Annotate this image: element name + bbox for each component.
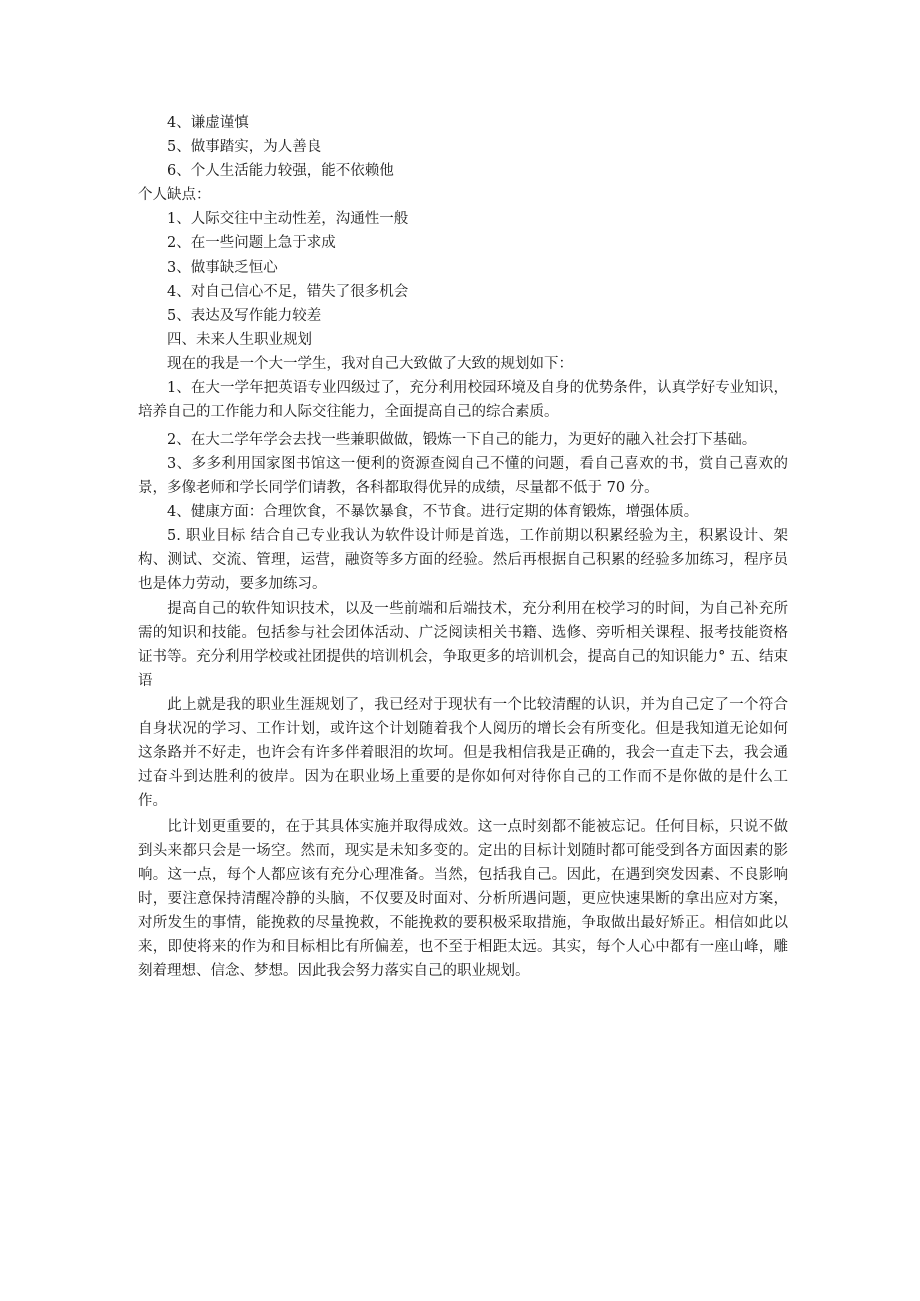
strength-item-6: 6、个人生活能力较强，能不依赖他 <box>167 163 394 179</box>
plan-item-3: 3、多多利用国家图书馆这一便利的资源查阅自己不懂的问题，看自己喜欢的书，赏自己喜欢的景，多像老师和学长同学们请教，各科都取得优异的成绩，尽量都不低于 70 分。 <box>138 456 788 496</box>
weakness-item-5: 5、表达及写作能力较差 <box>167 308 322 324</box>
weakness-item-3: 3、做事缺乏恒心 <box>167 260 278 276</box>
weakness-item-2: 2、在一些问题上急于求成 <box>167 235 336 251</box>
plan-item-5: 5. 职业目标 结合自己专业我认为软件设计师是首选，工作前期以积累经验为主，积累设计、架构、测试、交流、管理，运营，融资等多方面的经验。然后再根据自己积累的经验多加练习，程序员也是体力劳动，要多加练习。 <box>138 528 788 592</box>
conclusion-paragraph-1: 此上就是我的职业生涯规划了，我已经对于现状有一个比较清醒的认识，并为自己定了一个符合自身状况的学习、工作计划，或许这个计划随着我个人阅历的增长会有所变化。但是我知道无论如何这条路并不好走，也许会有许多伴着眼泪的坎坷。但是我相信我是正确的，我会一直走下去，我会通过奋斗到达胜利的彼岸。因为在职业场上重要的是你如何对待你自己的工作而不是你做的是什么工作。 <box>138 697 788 809</box>
weakness-item-1: 1、人际交往中主动性差，沟通性一般 <box>167 211 409 227</box>
strength-item-4: 4、谦虚谨慎 <box>167 115 249 131</box>
plan-item-4: 4、健康方面：合理饮食，不暴饮暴食，不节食。进行定期的体育锻炼，增强体质。 <box>167 504 699 520</box>
conclusion-paragraph-2: 比计划更重要的，在于其具体实施并取得成效。这一点时刻都不能被忘记。任何目标，只说不做到头来都只会是一场空。然而，现实是未知多变的。定出的目标计划随时都可能受到各方面因素的影响。这一点，每个人都应该有充分心理准备。当然，包括我自己。因此，在遇到突发因素、不良影响时，要注意保持清醒冷静的头脑，不仅要及时面对、分析所遇问题，更应快速果断的拿出应对方案，对所发生的事情，能挽救的尽量挽救，不能挽救的要积极采取措施，争取做出最好矫正。相信如此以来，即使将来的作为和目标相比有所偏差，也不至于相距太远。其实，每个人心中都有一座山峰，雕刻着理想、信念、梦想。因此我会努力落实自己的职业规划。 <box>138 819 788 979</box>
plan-item-1: 1、在大一学年把英语专业四级过了，充分利用校园环境及自身的优势条件，认真学好专业知识，培养自己的工作能力和人际交往能力，全面提高自己的综合素质。 <box>138 380 788 420</box>
skills-paragraph: 提高自己的软件知识技术，以及一些前端和后端技术，充分利用在校学习的时间，为自己补充所需的知识和技能。包括参与社会团体活动、广泛阅读相关书籍、选修、旁听相关课程、报考技能资格证书等。充分利用学校或社团提供的培训机会，争取更多的培训机会，提高自己的知识能力° 五、结束语 <box>138 601 788 689</box>
weaknesses-heading: 个人缺点： <box>138 187 211 203</box>
section-4-intro: 现在的我是一个大一学生，我对自己大致做了大致的规划如下： <box>167 356 573 372</box>
strength-item-5: 5、做事踏实，为人善良 <box>167 139 322 155</box>
section-4-heading: 四、未来人生职业规划 <box>167 332 312 348</box>
weakness-item-4: 4、对自己信心不足，错失了很多机会 <box>167 284 409 300</box>
plan-item-2: 2、在大二学年学会去找一些兼职做做，锻炼一下自己的能力，为更好的融入社会打下基础。 <box>167 432 757 448</box>
